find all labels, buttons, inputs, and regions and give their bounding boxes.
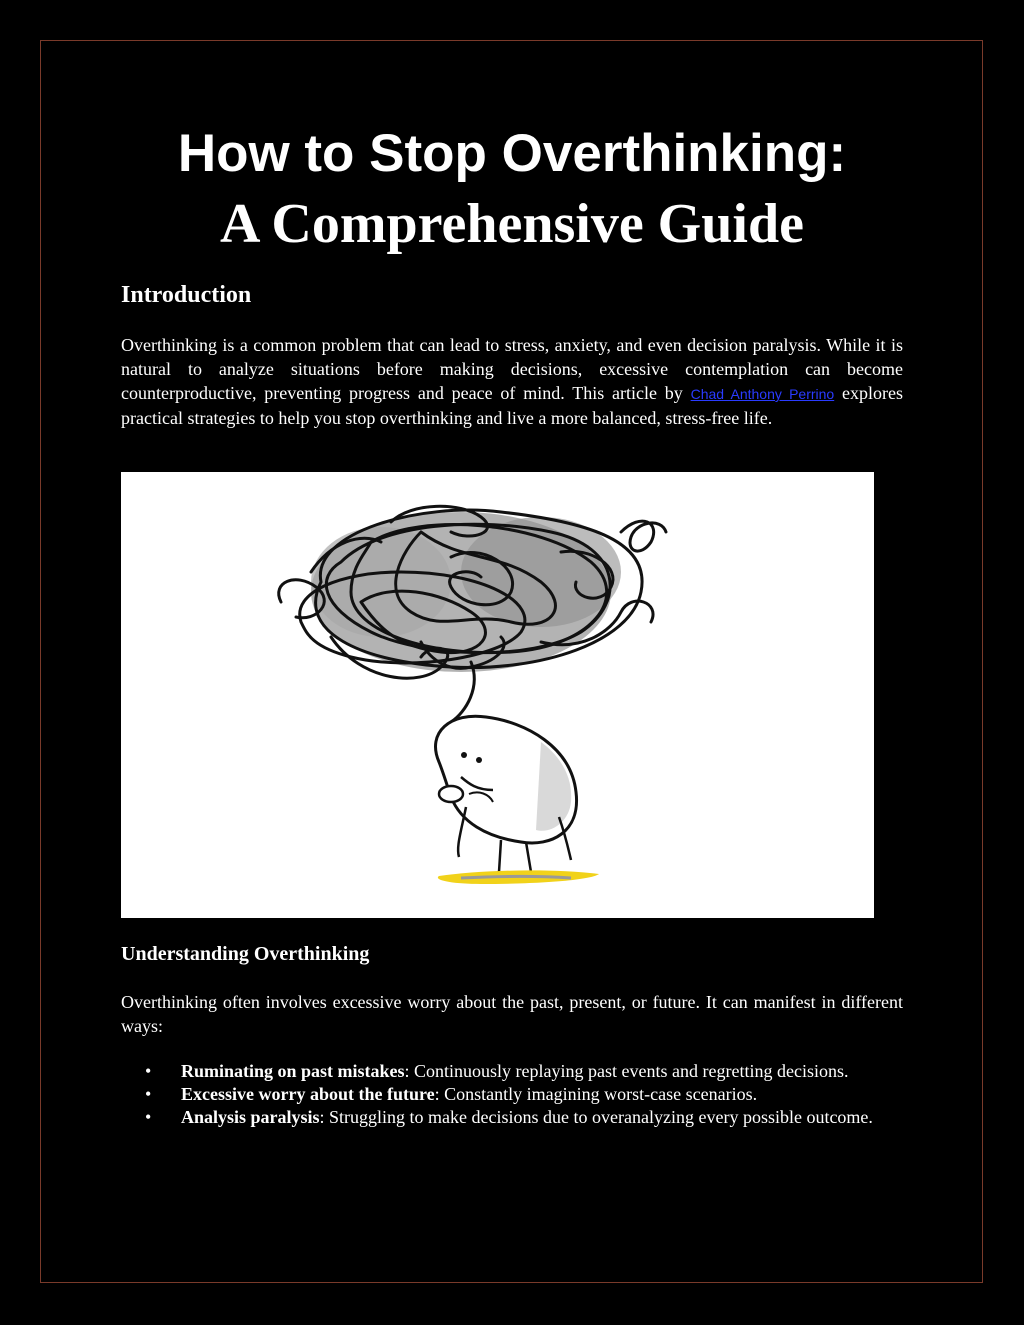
list-item [121, 1106, 903, 1129]
overthinking-illustration [121, 472, 874, 918]
list-item-term: Excessive worry about the future [181, 1084, 435, 1104]
list-item-desc: : Continuously replaying past events and regretting decisions. [404, 1061, 849, 1081]
intro-text-after-link: explores practical strategies to help you stop overthinking and live a more balanced, stress-free life. [121, 383, 904, 428]
bullet-icon: • [145, 1061, 152, 1081]
list-item [121, 1083, 903, 1106]
bullet-icon: • [145, 1107, 152, 1127]
introduction-paragraph [121, 333, 903, 430]
list-item-term: Ruminating on past mistakes [181, 1061, 405, 1081]
list-item [121, 1060, 903, 1083]
list-item-term: Analysis paralysis [181, 1107, 320, 1127]
author-link[interactable]: Chad Anthony Perrino [690, 386, 835, 402]
list-item-desc: : Struggling to make decisions due to overanalyzing every possible outcome. [319, 1107, 873, 1127]
overthinking-types-list [121, 1060, 903, 1129]
title-line-2: A Comprehensive Guide [220, 193, 804, 255]
intro-text-before-link: Overthinking is a common problem that can lead to stress, anxiety, and even decision paralysis. While it is natural to analyze situations before making decisions, excessive contemplation can become counterproductive, preventing progress and peace of mind. This article by [121, 335, 903, 403]
list-item-desc: : Constantly imagining worst-case scenarios. [434, 1084, 758, 1104]
title-line-1: How to Stop Overthinking: [177, 124, 847, 183]
introduction-heading: Introduction [121, 282, 252, 308]
bullet-icon: • [145, 1084, 152, 1104]
understanding-heading: Understanding Overthinking [121, 943, 370, 965]
tangled-thoughts-drawing [121, 472, 874, 918]
understanding-paragraph: Overthinking often involves excessive worry about the past, present, or future. It can manifest in different ways: [121, 992, 903, 1036]
